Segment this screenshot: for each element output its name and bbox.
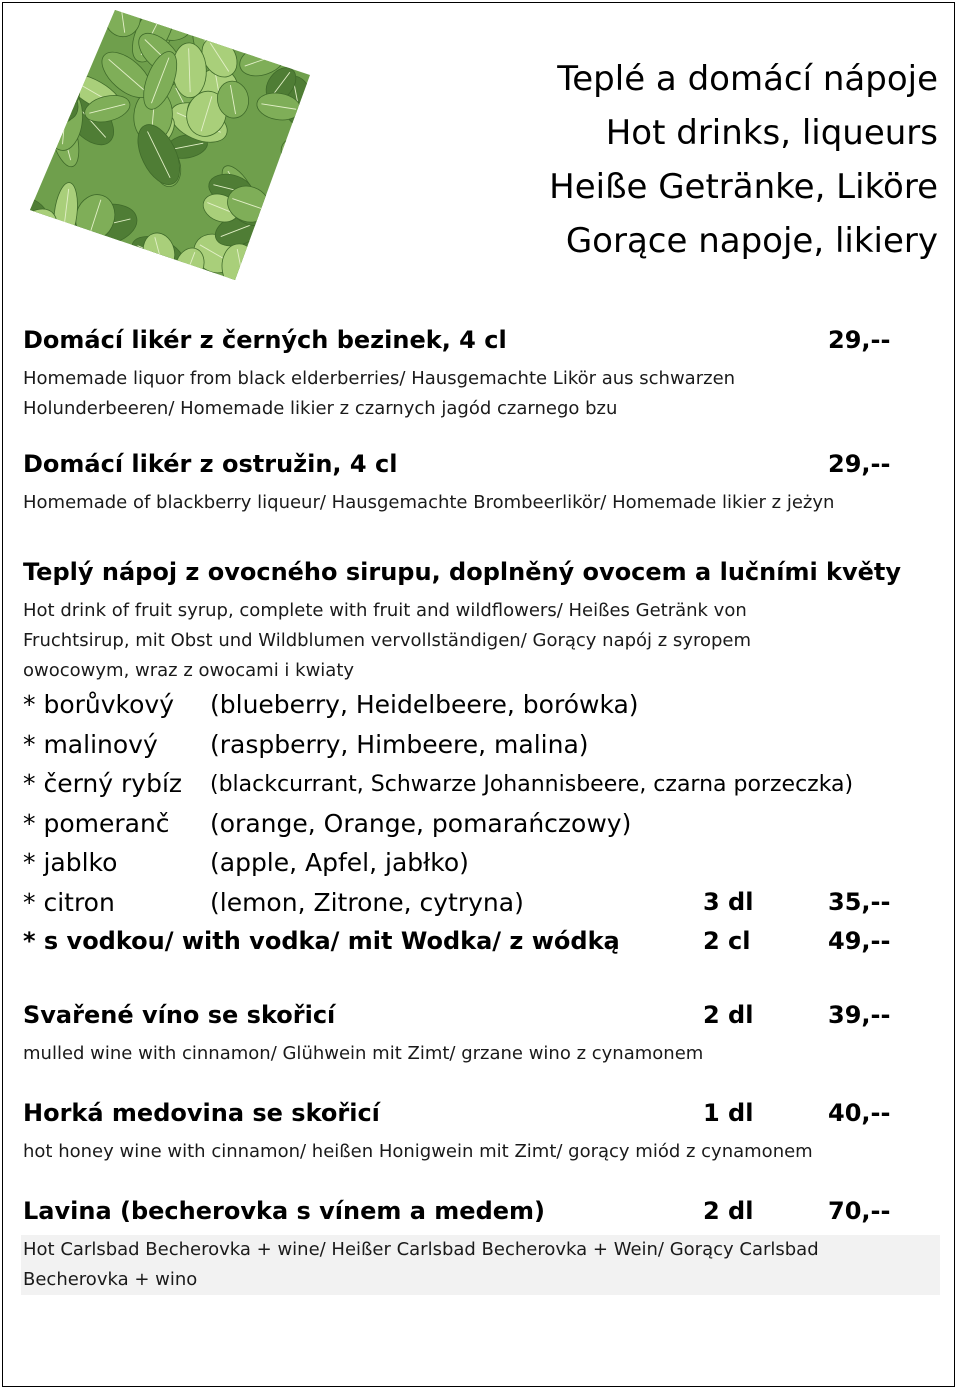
mint-leaf (247, 245, 309, 290)
menu-item-mulled-wine (23, 993, 938, 1039)
leaf-vein (296, 162, 302, 199)
menu-item-elderberry (23, 318, 938, 364)
menu-title-block (549, 52, 938, 268)
item-price: 39,-- (828, 1000, 891, 1029)
item-description (23, 1137, 938, 1167)
item-name: Teplý nápoj z ovocného sirupu, doplněný ovocem a lučními květy (23, 558, 902, 586)
item-quantity: 2 cl (703, 927, 751, 955)
description-line: Hot drink of fruit syrup, complete with fruit and wildflowers/ Heißes Getränk von (23, 600, 747, 621)
flavor-row-blackcurrant (23, 765, 938, 805)
flavor-name: * malinový (23, 729, 158, 759)
menu-item-lavina (23, 1189, 938, 1235)
leaf-vein (30, 128, 38, 166)
description-line: Homemade of blackberry liqueur/ Hausgemachte Brombeerlikör/ Homemade likier z jeżyn (23, 492, 835, 513)
mint-leaf (32, 45, 77, 93)
item-quantity: 1 dl (703, 1098, 754, 1127)
mint-leaf (31, 246, 73, 290)
mint-leaf (281, 155, 310, 206)
mint-leaf (218, 15, 267, 42)
mint-leaf (30, 10, 85, 45)
item-name: Lavina (becherovka s vínem a medem) (23, 1196, 545, 1225)
item-price: 29,-- (828, 326, 891, 354)
item-quantity: 2 dl (703, 1196, 754, 1225)
leaf-vein (286, 146, 310, 162)
item-description (23, 596, 938, 686)
leaf-vein (47, 36, 60, 75)
flavor-row-raspberry (23, 726, 938, 766)
description-line: Holunderbeeren/ Homemade likier z czarnych jagód czarnego bzu (23, 398, 618, 419)
leaf-vein (38, 239, 66, 273)
item-name: Svařené víno se skořicí (23, 1000, 336, 1029)
mint-leaf (30, 119, 50, 174)
leaf-vein (54, 10, 99, 22)
flavor-row-apple (23, 844, 938, 884)
mint-leaf (33, 27, 74, 84)
leaf-vein (41, 102, 69, 116)
description-line: owocowym, wraz z owocami i kwiaty (23, 660, 355, 681)
menu-item-mead (23, 1091, 938, 1137)
item-description (23, 364, 938, 424)
item-name: Domácí likér z černých bezinek, 4 cl (23, 326, 507, 354)
mint-leaf (262, 12, 303, 67)
mint-leaf (40, 10, 114, 43)
menu-content (23, 318, 938, 1295)
leaf-vein (51, 252, 54, 287)
item-price: 40,-- (828, 1098, 891, 1127)
leaf-vein (36, 28, 69, 31)
leaf-vein (124, 259, 130, 290)
title-polish: Gorące napoje, likiery (565, 221, 938, 261)
item-price: 70,-- (828, 1196, 891, 1225)
flavor-row-orange (23, 805, 938, 845)
mint-leaf (30, 226, 81, 287)
mint-leaf (30, 89, 62, 133)
description-line: mulled wine with cinnamon/ Glühwein mit Zimt/ grzane wino z cynamonem (23, 1042, 704, 1064)
item-name: Domácí likér z ostružin, 4 cl (23, 450, 398, 478)
item-price: 49,-- (828, 927, 891, 955)
item-price: 29,-- (828, 450, 891, 478)
item-description (23, 488, 938, 518)
mint-leaf (107, 251, 147, 290)
description-line: Hot Carlsbad Becherovka + wine/ Heißer Carlsbad Becherovka + Wein/ Gorący Carlsbad (23, 1238, 819, 1260)
leaf-vein (50, 53, 59, 84)
flavor-translation: (apple, Apfel, jabłko) (210, 848, 469, 877)
leaf-vein (30, 217, 49, 244)
flavor-row-lemon (23, 884, 938, 924)
item-quantity: 2 dl (703, 1000, 754, 1029)
flavor-row-vodka (23, 923, 938, 963)
menu-item-blackberry (23, 442, 938, 488)
leaf-vein (35, 93, 75, 98)
title-czech: Teplé a domácí nápoje (557, 59, 938, 99)
leaf-vein (275, 21, 288, 58)
item-description (21, 1235, 940, 1295)
flavor-translation: (raspberry, Himbeere, malina) (210, 729, 589, 759)
flavor-name: * pomeranč (23, 808, 170, 838)
mint-leaves-image (30, 10, 310, 290)
vodka-addon-name: * s vodkou/ with vodka/ mit Wodka/ z wódką (23, 927, 620, 955)
leaf-vein (53, 89, 71, 115)
description-line: Fruchtsirup, mit Obst und Wildblumen vervollständigen/ Gorący napój z syropem (23, 630, 752, 651)
description-line: Homemade liquor from black elderberries/ Hausgemachte Likör aus schwarzen (23, 368, 736, 389)
mint-leaf (32, 239, 96, 285)
title-german: Heiße Getränke, Liköre (549, 167, 938, 207)
mint-leaf (31, 14, 75, 45)
mint-leaf (30, 55, 64, 109)
description-line: Becherovka + wino (23, 1268, 198, 1290)
flavor-translation: (lemon, Zitrone, cytryna) (210, 887, 524, 917)
flavor-row-blueberry (23, 686, 938, 726)
flavor-translation: (blueberry, Heidelbeere, borówka) (210, 690, 639, 719)
flavor-name: * jablko (23, 848, 118, 877)
title-english: Hot drinks, liqueurs (605, 113, 938, 153)
menu-item-fruit-syrup (23, 550, 938, 596)
leaf-vein (35, 95, 55, 131)
leaf-vein (34, 10, 72, 26)
leaf-vein (42, 255, 86, 268)
item-description (23, 1039, 938, 1069)
flavor-translation: (blackcurrant, Schwarze Johannisbeere, czarna porzeczka) (210, 772, 854, 797)
item-price: 35,-- (828, 887, 891, 916)
flavor-translation: (orange, Orange, pomarańczowy) (210, 808, 632, 838)
description-line: hot honey wine with cinnamon/ heißen Honigwein mit Zimt/ gorący miód z cynamonem (23, 1140, 813, 1162)
item-quantity: 3 dl (703, 887, 754, 916)
leaf-vein (30, 105, 53, 117)
flavor-name: * černý rybíz (23, 769, 183, 798)
flavor-name: * citron (23, 887, 115, 917)
item-name: Horká medovina se skořicí (23, 1098, 380, 1127)
flavor-name: * borůvkový (23, 690, 175, 719)
leaf-vein (263, 264, 294, 287)
leaf-vein (44, 61, 48, 102)
